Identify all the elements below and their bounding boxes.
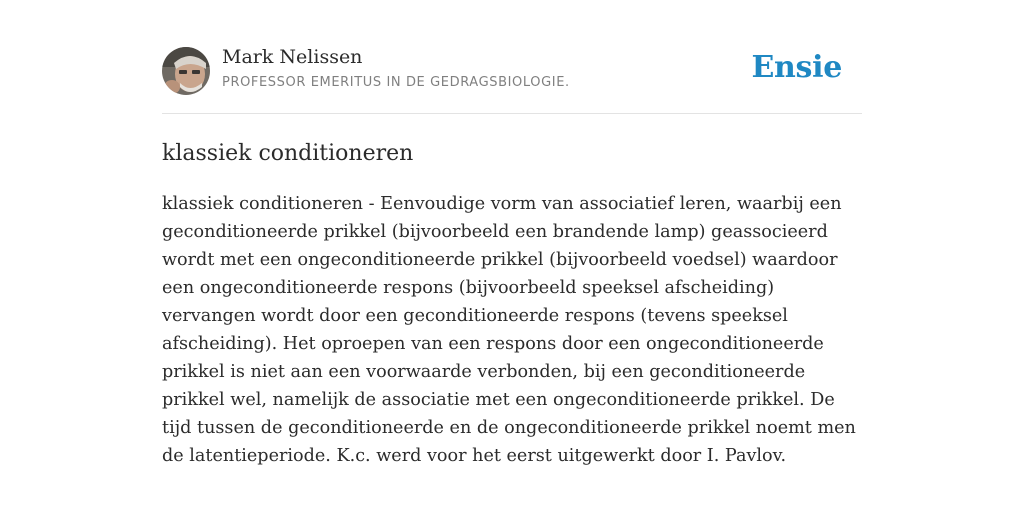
entry-body: klassiek conditioneren - Eenvoudige vorm van associatief leren, waarbij een geconditioneerde prikkel (bijvoorbeeld een brandende lamp) geassocieerd wordt met een ongeconditioneerde prikkel (bijvoorbeeld voedsel) waardoor een ongeconditioneerde respons (bijvoorbeeld speeksel afscheiding) vervangen wordt door een geconditioneerde respons (tevens speeksel afscheiding). Het oproepen van een respons door een ongeconditioneerde prikkel is niet aan een voorwaarde verbonden, bij een geconditioneerde prikkel wel, namelijk de associatie met een ongeconditioneerde prikkel. De tijd tussen de geconditioneerde en de ongeconditioneerde prikkel noemt men de latentieperiode. K.c. werd voor het eerst uitgewerkt door I. Pavlov. (162, 194, 856, 466)
author-role: PROFESSOR EMERITUS IN DE GEDRAGSBIOLOGIE. (222, 75, 570, 90)
entry-card (162, 0, 862, 470)
ensie-logo[interactable]: Ensie (751, 50, 842, 85)
author-header (162, 0, 862, 114)
entry-title: klassiek conditioneren (162, 141, 414, 166)
author-portrait-icon (162, 47, 210, 95)
author-avatar[interactable] (162, 47, 210, 95)
author-name[interactable]: Mark Nelissen (222, 46, 363, 68)
